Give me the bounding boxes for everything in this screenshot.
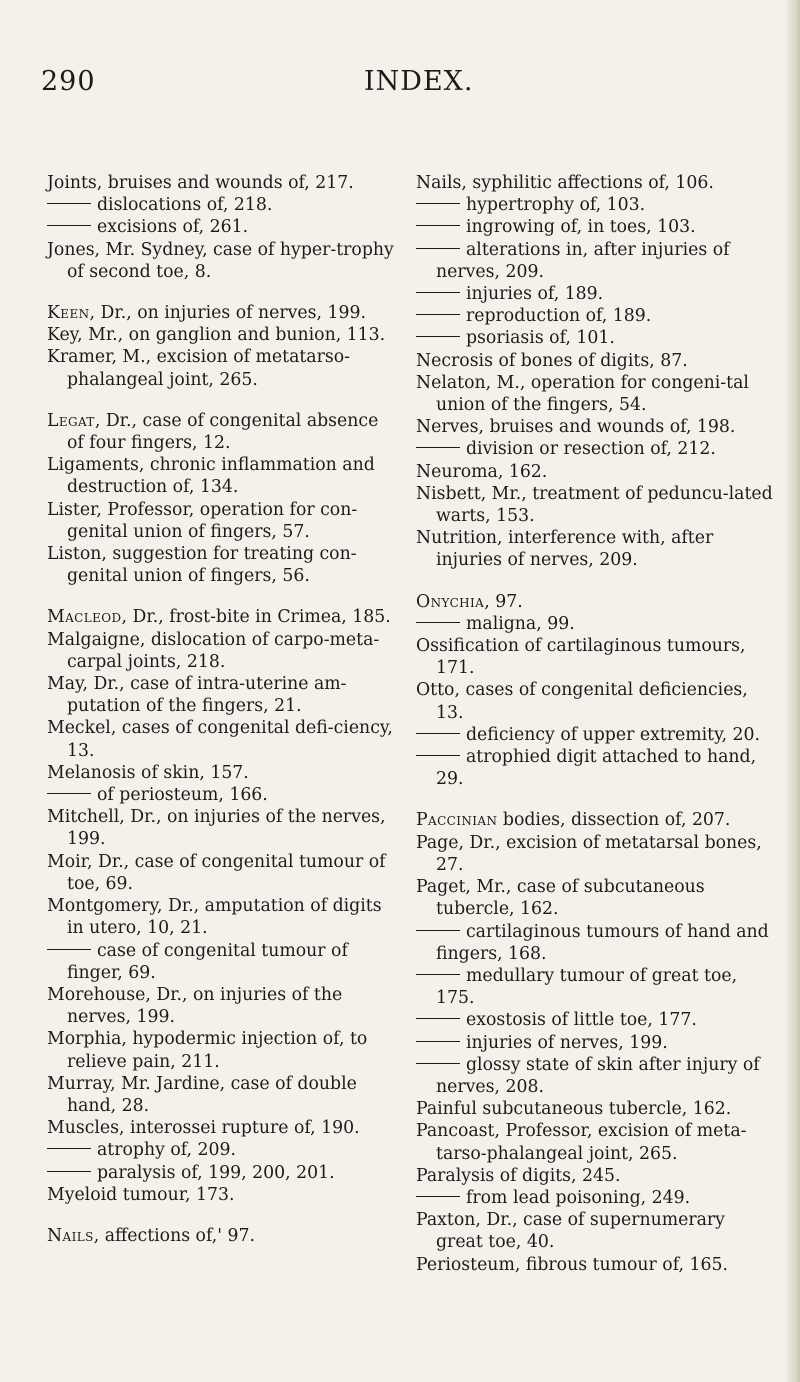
index-entry	[47, 239, 399, 283]
index-entry	[416, 591, 776, 613]
entry-text: Mitchell, Dr., on injuries of the nerves, 199.	[47, 807, 386, 850]
entry-text: case of congenital tumour of finger, 69.	[67, 940, 348, 983]
entry-text: Paralysis of digits, 245.	[416, 1165, 621, 1186]
index-subentry	[416, 613, 776, 635]
letter-section-gap	[416, 572, 776, 591]
entry-text: Jones, Mr. Sydney, case of hyper-trophy of second toe, 8.	[47, 239, 394, 282]
entry-text: , Dr., frost-bite in Crimea, 185.	[121, 607, 391, 628]
entry-text: Ossification of cartilaginous tumours, 171.	[416, 636, 746, 679]
index-entry	[47, 302, 399, 324]
index-entry	[416, 350, 776, 372]
entry-text: Periosteum, fibrous tumour of, 165.	[416, 1254, 728, 1275]
page-number: 290	[41, 66, 96, 97]
index-entry	[416, 461, 776, 483]
entry-text: atrophy of, 209.	[97, 1140, 237, 1161]
entry-text: Moir, Dr., case of congenital tumour of toe, 69.	[47, 851, 386, 894]
entry-text: glossy state of skin after injury of nerves, 208.	[436, 1054, 760, 1097]
index-entry	[47, 172, 399, 194]
entry-text: Morehouse, Dr., on injuries of the nerves, 199.	[47, 984, 343, 1028]
entry-text: , affections of,' 97.	[93, 1225, 255, 1246]
entry-text: ingrowing of, in toes, 103.	[466, 217, 696, 238]
entry-text: Liston, suggestion for treating con-genital union of fingers, 56.	[47, 544, 357, 587]
index-subentry	[416, 724, 776, 746]
index-column-left	[47, 172, 399, 1247]
entry-text: maligna, 99.	[466, 613, 575, 634]
index-entry	[47, 1028, 399, 1072]
entry-text: from lead poisoning, 249.	[466, 1187, 691, 1208]
index-subentry	[416, 1009, 776, 1031]
index-entry	[47, 543, 399, 587]
index-entry	[47, 806, 399, 850]
letter-section-gap	[47, 283, 399, 302]
index-subentry	[416, 1187, 776, 1209]
index-subentry	[416, 921, 776, 965]
entry-lead-word: Nails	[47, 1225, 94, 1246]
entry-text: Malgaigne, dislocation of carpo-meta-carpal joints, 218.	[47, 629, 380, 672]
index-entry	[416, 172, 776, 194]
entry-text: Painful subcutaneous tubercle, 162.	[416, 1099, 732, 1120]
index-entry	[47, 629, 399, 673]
entry-text: alterations in, after injuries of nerves, 209.	[436, 239, 730, 282]
index-entry	[47, 851, 399, 895]
entry-text: paralysis of, 199, 200, 201.	[97, 1162, 335, 1183]
entry-text: psoriasis of, 101.	[466, 328, 615, 349]
index-subentry	[47, 940, 399, 984]
index-subentry	[416, 438, 776, 460]
entry-text: of periosteum, 166.	[97, 785, 268, 806]
entry-text: , 97.	[484, 591, 523, 612]
index-entry	[47, 984, 399, 1028]
entry-text: reproduction of, 189.	[466, 306, 652, 327]
entry-text: Murray, Mr. Jardine, case of double hand, 28.	[47, 1073, 357, 1116]
entry-text: Nelaton, M., operation for congeni-tal union of the fingers, 54.	[416, 372, 749, 416]
index-entry	[47, 1073, 399, 1117]
entry-lead-word: Keen	[47, 303, 90, 324]
entry-text: Nisbett, Mr., treatment of peduncu-lated warts, 153.	[416, 483, 773, 527]
index-entry	[416, 1165, 776, 1187]
index-entry	[47, 410, 399, 454]
index-entry	[47, 1225, 399, 1247]
index-subentry	[47, 784, 399, 806]
entry-lead-word: Onychia	[416, 591, 485, 612]
index-subentry	[416, 965, 776, 1009]
entry-text: Neuroma, 162.	[416, 461, 548, 482]
index-entry	[416, 635, 776, 679]
entry-text: deficiency of upper extremity, 20.	[466, 724, 761, 745]
index-subentry	[47, 1162, 399, 1184]
index-entry	[416, 1209, 776, 1253]
letter-section-gap	[47, 587, 399, 606]
entry-text: Otto, cases of congenital deficiencies, 13.	[416, 680, 748, 723]
letter-section-gap	[47, 391, 399, 410]
entry-lead-word: Paccinian	[416, 810, 498, 831]
index-entry	[416, 679, 776, 723]
index-entry	[47, 454, 399, 498]
index-entry	[47, 762, 399, 784]
entry-text: medullary tumour of great toe, 175.	[436, 965, 738, 1009]
index-subentry	[416, 239, 776, 283]
index-subentry	[47, 1139, 399, 1161]
entry-text: Nerves, bruises and wounds of, 198.	[416, 417, 736, 438]
page-edge-shadow	[784, 0, 800, 1382]
entry-text: injuries of, 189.	[466, 284, 604, 305]
index-subentry	[47, 216, 399, 238]
index-entry	[416, 832, 776, 876]
index-entry	[416, 1098, 776, 1120]
index-entry	[47, 346, 399, 390]
letter-section-gap	[416, 790, 776, 809]
entry-text: Page, Dr., excision of metatarsal bones, 27.	[416, 832, 762, 875]
entry-text: Ligaments, chronic inflammation and destruction of, 134.	[47, 455, 375, 498]
index-entry	[416, 876, 776, 920]
entry-text: hypertrophy of, 103.	[466, 195, 646, 216]
entry-text: Necrosis of bones of digits, 87.	[416, 350, 688, 371]
index-entry	[416, 372, 776, 416]
index-column-right	[416, 172, 776, 1276]
index-entry	[47, 1184, 399, 1206]
entry-text: Muscles, interossei rupture of, 190.	[47, 1118, 360, 1139]
entry-lead-word: Legat	[47, 410, 95, 431]
entry-text: bodies, dissection of, 207.	[497, 810, 731, 831]
index-subentry	[416, 1032, 776, 1054]
entry-lead-word: Macleod	[47, 607, 122, 628]
entry-text: Meckel, cases of congenital defi-ciency, 13.	[47, 718, 393, 761]
entry-text: Nails, syphilitic affections of, 106.	[416, 173, 714, 193]
entry-text: excisions of, 261.	[97, 217, 249, 238]
index-subentry	[416, 746, 776, 790]
entry-text: Paxton, Dr., case of supernumerary great toe, 40.	[416, 1210, 725, 1253]
entry-text: Nutrition, interference with, after injuries of nerves, 209.	[416, 528, 714, 571]
entry-text: Paget, Mr., case of subcutaneous tubercle, 162.	[416, 877, 705, 920]
entry-text: exostosis of little toe, 177.	[466, 1010, 697, 1031]
entry-text: Montgomery, Dr., amputation of digits in utero, 10, 21.	[47, 896, 382, 939]
index-subentry	[416, 305, 776, 327]
entry-text: Key, Mr., on ganglion and bunion, 113.	[47, 325, 386, 346]
entry-text: atrophied digit attached to hand, 29.	[436, 747, 757, 790]
index-subentry	[416, 1054, 776, 1098]
index-entry	[416, 527, 776, 571]
entry-text: Joints, bruises and wounds of, 217.	[47, 173, 354, 193]
index-subentry	[416, 216, 776, 238]
entry-text: injuries of nerves, 199.	[466, 1032, 668, 1053]
index-subentry	[416, 327, 776, 349]
entry-text: Pancoast, Professor, excision of meta-tarso-phalangeal joint, 265.	[416, 1121, 747, 1164]
index-entry	[416, 416, 776, 438]
index-entry	[416, 483, 776, 527]
index-subentry	[47, 194, 399, 216]
entry-text: , Dr., case of congenital absence of four fingers, 12.	[67, 410, 379, 454]
index-subentry	[416, 194, 776, 216]
index-subentry	[416, 283, 776, 305]
index-entry	[47, 324, 399, 346]
index-entry	[47, 895, 399, 939]
entry-text: Morphia, hypodermic injection of, to relieve pain, 211.	[47, 1029, 368, 1072]
index-entry	[416, 1120, 776, 1164]
index-entry	[47, 1117, 399, 1139]
entry-text: May, Dr., case of intra-uterine am-putation of the fingers, 21.	[47, 674, 347, 717]
entry-text: cartilaginous tumours of hand and fingers, 168.	[436, 921, 769, 964]
index-entry	[47, 606, 399, 628]
index-entry	[47, 673, 399, 717]
letter-section-gap	[47, 1206, 399, 1225]
entry-text: division or resection of, 212.	[466, 439, 716, 460]
index-entry	[47, 717, 399, 761]
entry-text: Melanosis of skin, 157.	[47, 762, 249, 783]
index-entry	[47, 499, 399, 543]
page-title: INDEX.	[364, 66, 474, 97]
entry-text: Myeloid tumour, 173.	[47, 1184, 235, 1205]
entry-text: Kramer, M., excision of metatarso-phalangeal joint, 265.	[47, 347, 350, 390]
entry-text: Lister, Professor, operation for con-genital union of fingers, 57.	[47, 499, 358, 542]
index-entry	[416, 1254, 776, 1276]
index-entry	[416, 809, 776, 831]
entry-text: , Dr., on injuries of nerves, 199.	[89, 303, 366, 324]
entry-text: dislocations of, 218.	[97, 195, 273, 216]
